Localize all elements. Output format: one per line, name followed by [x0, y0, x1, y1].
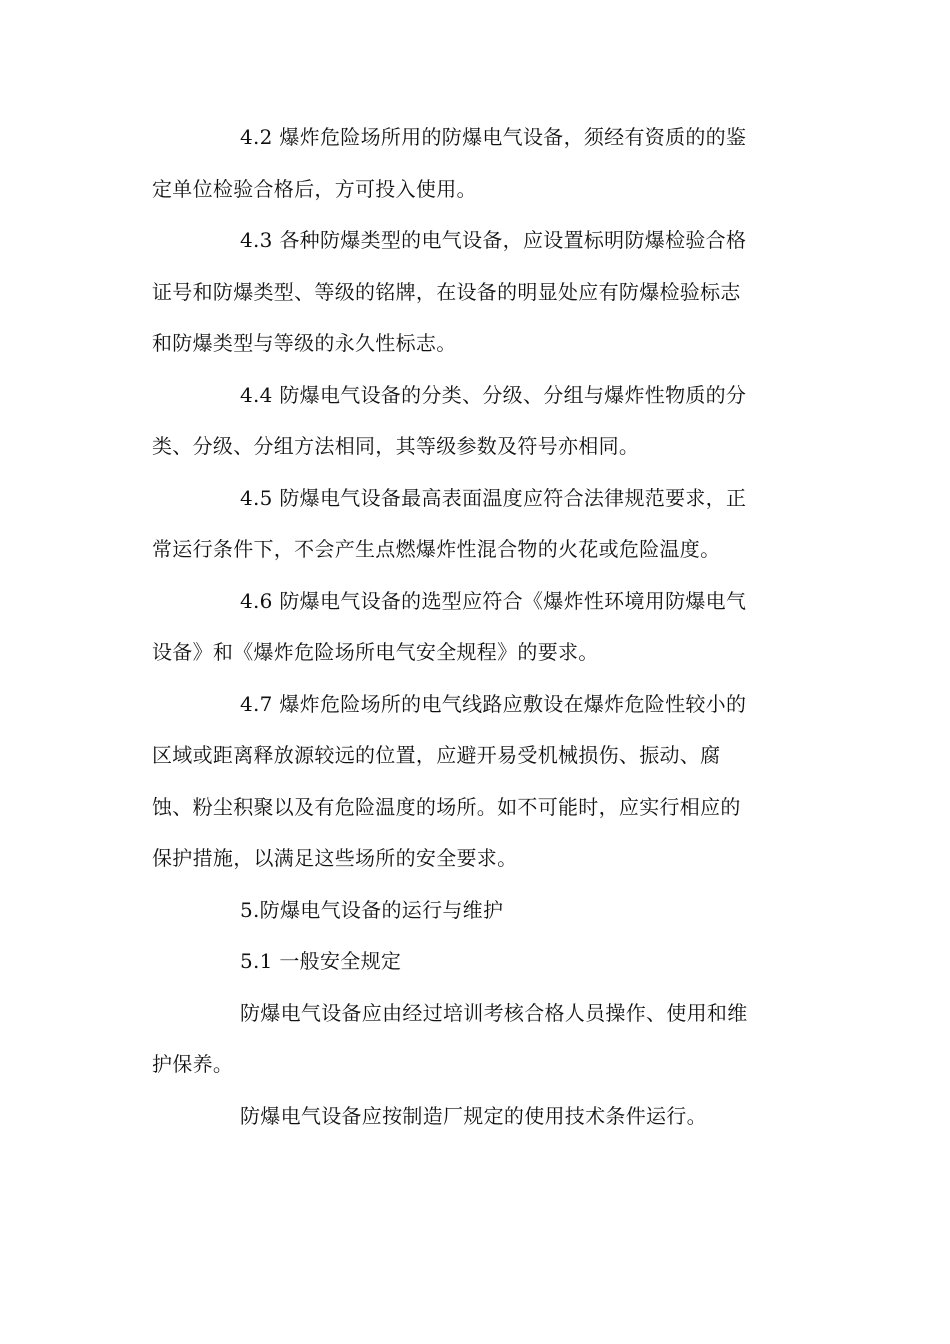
text-line: 类、分级、分组方法相同，其等级参数及符号亦相同。 [152, 434, 640, 458]
section-heading-5 [152, 885, 800, 937]
text-line: 护保养。 [152, 1052, 234, 1076]
text-line: 防爆电气设备应由经过培训考核合格人员操作、使用和维 [240, 1000, 748, 1025]
text-line: 4.7 爆炸危险场所的电气线路应敷设在爆炸危险性较小的 [240, 691, 747, 716]
text-line: 蚀、粉尘积聚以及有危险温度的场所。如不可能时，应实行相应的 [152, 794, 741, 819]
text-line: 防爆电气设备应按制造厂规定的使用技术条件运行。 [240, 1103, 707, 1128]
paragraph-5-1-operators [152, 988, 800, 1091]
text-line: 4.4 防爆电气设备的分类、分级、分组与爆炸性物质的分 [240, 382, 747, 407]
paragraph-4-5 [152, 473, 800, 576]
text-line: 区域或距离释放源较远的位置，应避开易受机械损伤、振动、腐 [152, 743, 721, 767]
paragraph-4-6 [152, 576, 800, 679]
paragraph-4-3 [152, 215, 800, 370]
paragraph-4-2 [152, 112, 800, 215]
heading-text: 5.防爆电气设备的运行与维护 [240, 897, 504, 922]
paragraph-4-7 [152, 679, 800, 885]
text-line: 4.3 各种防爆类型的电气设备，应设置标明防爆检验合格 [240, 228, 747, 252]
text-line: 证号和防爆类型、等级的铭牌，在设备的明显处应有防爆检验标志 [152, 279, 741, 304]
text-line: 设备》和《爆炸危险场所电气安全规程》的要求。 [152, 640, 599, 664]
text-line: 保护措施，以满足这些场所的安全要求。 [152, 846, 518, 870]
heading-text: 5.1 一般安全规定 [240, 949, 402, 973]
text-line: 4.6 防爆电气设备的选型应符合《爆炸性环境用防爆电气 [240, 588, 747, 613]
paragraph-5-1-operation [152, 1091, 800, 1143]
text-line: 4.5 防爆电气设备最高表面温度应符合法律规范要求，正 [240, 485, 747, 510]
text-line: 定单位检验合格后，方可投入使用。 [152, 176, 477, 201]
section-heading-5-1 [152, 936, 800, 988]
document-body [152, 112, 800, 1142]
paragraph-4-4 [152, 370, 800, 473]
text-line: 常运行条件下，不会产生点燃爆炸性混合物的火花或危险温度。 [152, 537, 721, 561]
text-line: 4.2 爆炸危险场所用的防爆电气设备，须经有资质的的鉴 [240, 125, 747, 149]
text-line: 和防爆类型与等级的永久性标志。 [152, 331, 457, 355]
